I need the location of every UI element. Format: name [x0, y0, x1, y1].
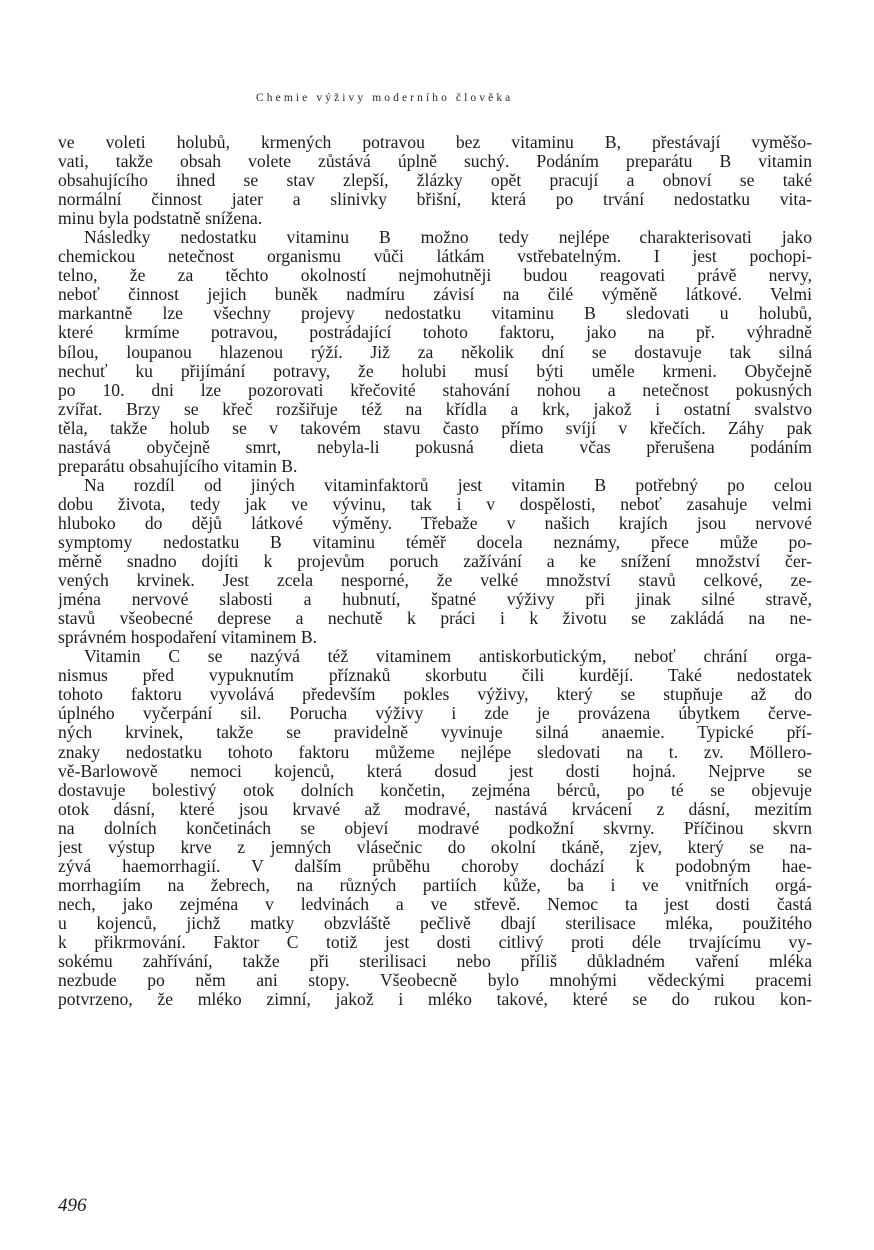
- text-line: jest výstup krve z jemných vlásečnic do okolní tkáně, zjev, který se na-: [58, 837, 812, 857]
- text-line: ných krvinek, takže se pravidelně vyvinuje silná anaemie. Typické pří-: [58, 723, 812, 743]
- text-line: nastává obyčejně smrt, nebyla-li pokusná dieta včas přerušena podáním: [58, 437, 812, 457]
- running-head: Chemie výživy moderního člověka: [256, 92, 514, 104]
- paragraph-first-line: Na rozdíl od jiných vitaminfaktorů jest vitamin B potřebný po celou: [84, 475, 812, 495]
- text-line: preparátu obsahujícího vitamin B.: [58, 456, 298, 476]
- text-line: nechuť ku přijímání potravy, že holubi musí býti uměle krmeni. Obyčejně: [58, 361, 812, 381]
- text-line: vě-Barlowově nemoci kojenců, která dosud jest dosti hojná. Nejprve se: [58, 761, 812, 781]
- text-line: chemickou netečnost organismu vůči látkám vstřebatelným. I jest pochopi-: [58, 247, 812, 267]
- text-line: nezbude po něm ani stopy. Všeobecně bylo mnohými vědeckými pracemi: [58, 971, 812, 991]
- text-line: potvrzeno, že mléko zimní, jakož i mléko takové, které se do rukou kon-: [58, 990, 812, 1010]
- paragraph-first-line: Následky nedostatku vitaminu B možno tedy nejlépe charakterisovati jako: [84, 228, 812, 248]
- text-line: těla, takže holub se v takovém stavu často přímo svíjí v křečích. Záhy pak: [58, 418, 812, 438]
- text-line: správném hospodaření vitaminem B.: [58, 628, 317, 648]
- text-line: stavů všeobecné deprese a nechutě k práci i k životu se zakládá na ne-: [58, 609, 812, 629]
- text-line: sokému zahřívání, takže při sterilisaci nebo příliš důkladném vaření mléka: [58, 952, 812, 972]
- text-line: otok dásní, které jsou krvavé až modravé, nastává krvácení z dásní, mezitím: [58, 799, 812, 819]
- text-line: ve voleti holubů, krmených potravou bez vitaminu B, přestávají vyměšo-: [58, 133, 812, 152]
- text-line: zývá haemorrhagií. V dalším průběhu choroby dochází k podobným hae-: [58, 856, 812, 876]
- text-line: neboť činnost jejich buněk nadmíru závisí na čilé výměně látkové. Velmi: [58, 285, 812, 305]
- text-line: znaky nedostatku tohoto faktoru můžeme nejlépe sledovati na t. zv. Möllero-: [58, 742, 812, 762]
- text-line: jména nervové slabosti a hubnutí, špatné výživy při jinak silné stravě,: [58, 590, 812, 610]
- text-line: k přikrmování. Faktor C totiž jest dosti citlivý proti déle trvajícímu vy-: [58, 932, 812, 952]
- page-number: 496: [58, 1195, 87, 1216]
- body-text: [58, 133, 812, 1009]
- text-line: hluboko do dějů látkové výměny. Třebaže v našich krajích jsou nervové: [58, 513, 812, 533]
- text-line: obsahujícího ihned se stav zlepší, žlázky opět pracují a obnoví se také: [58, 171, 812, 191]
- text-line: úplného vyčerpání sil. Porucha výživy i zde je provázena úbytkem červe-: [58, 704, 812, 724]
- text-line: na dolních končetinách se objeví modravé podkožní skvrny. Příčinou skvrn: [58, 818, 812, 838]
- text-line: zvířat. Brzy se křeč rozšiřuje též na křídla a krk, jakož i ostatní svalstvo: [58, 399, 812, 419]
- text-line: u kojenců, jichž matky obzvláště pečlivě dbají sterilisace mléka, použitého: [58, 913, 812, 933]
- text-line: markantně lze všechny projevy nedostatku vitaminu B sledovati u holubů,: [58, 304, 812, 324]
- text-line: dostavuje bolestivý otok dolních končetin, zejména bérců, po té se objevuje: [58, 780, 812, 800]
- text-line: po 10. dni lze pozorovati křečovité stahování nohou a netečnost pokusných: [58, 380, 812, 400]
- text-line: telno, že za těchto okolností nejmohutněji budou reagovati právě nervy,: [58, 266, 812, 286]
- text-line: nismus před vypuknutím příznaků skorbutu čili kurdějí. Také nedostatek: [58, 666, 812, 686]
- text-line: tohoto faktoru vyvolává především pokles výživy, který se stupňuje až do: [58, 685, 812, 705]
- text-line: symptomy nedostatku B vitaminu téměř docela neznámy, přece může po-: [58, 532, 812, 552]
- text-line: nech, jako zejména v ledvinách a ve střevě. Nemoc ta jest dosti častá: [58, 894, 812, 914]
- text-line: morrhagiím na žebrech, na různých partiích kůže, ba i ve vnitřních orgá-: [58, 875, 812, 895]
- text-line: dobu života, tedy jak ve vývinu, tak i v dospělosti, neboť zasahuje velmi: [58, 494, 812, 514]
- text-line: normální činnost jater a slinivky břišní, která po trvání nedostatku vita-: [58, 190, 812, 210]
- text-line: vati, takže obsah volete zůstává úplně suchý. Podáním preparátu B vitamin: [58, 152, 812, 172]
- text-line: vených krvinek. Jest zcela nesporné, že velké množství stavů celkové, ze-: [58, 571, 812, 591]
- text-line: měrně snadno dojíti k projevům poruch zažívání a ke snížení množství čer-: [58, 552, 812, 572]
- text-line: bílou, loupanou hlazenou rýží. Již za několik dní se dostavuje tak silná: [58, 342, 812, 362]
- text-line: minu byla podstatně snížena.: [58, 209, 263, 229]
- text-line: které krmíme potravou, postrádající tohoto faktoru, jako na př. výhradně: [58, 323, 812, 343]
- paragraph-first-line: Vitamin C se nazývá též vitaminem antiskorbutickým, neboť chrání orga-: [84, 647, 812, 667]
